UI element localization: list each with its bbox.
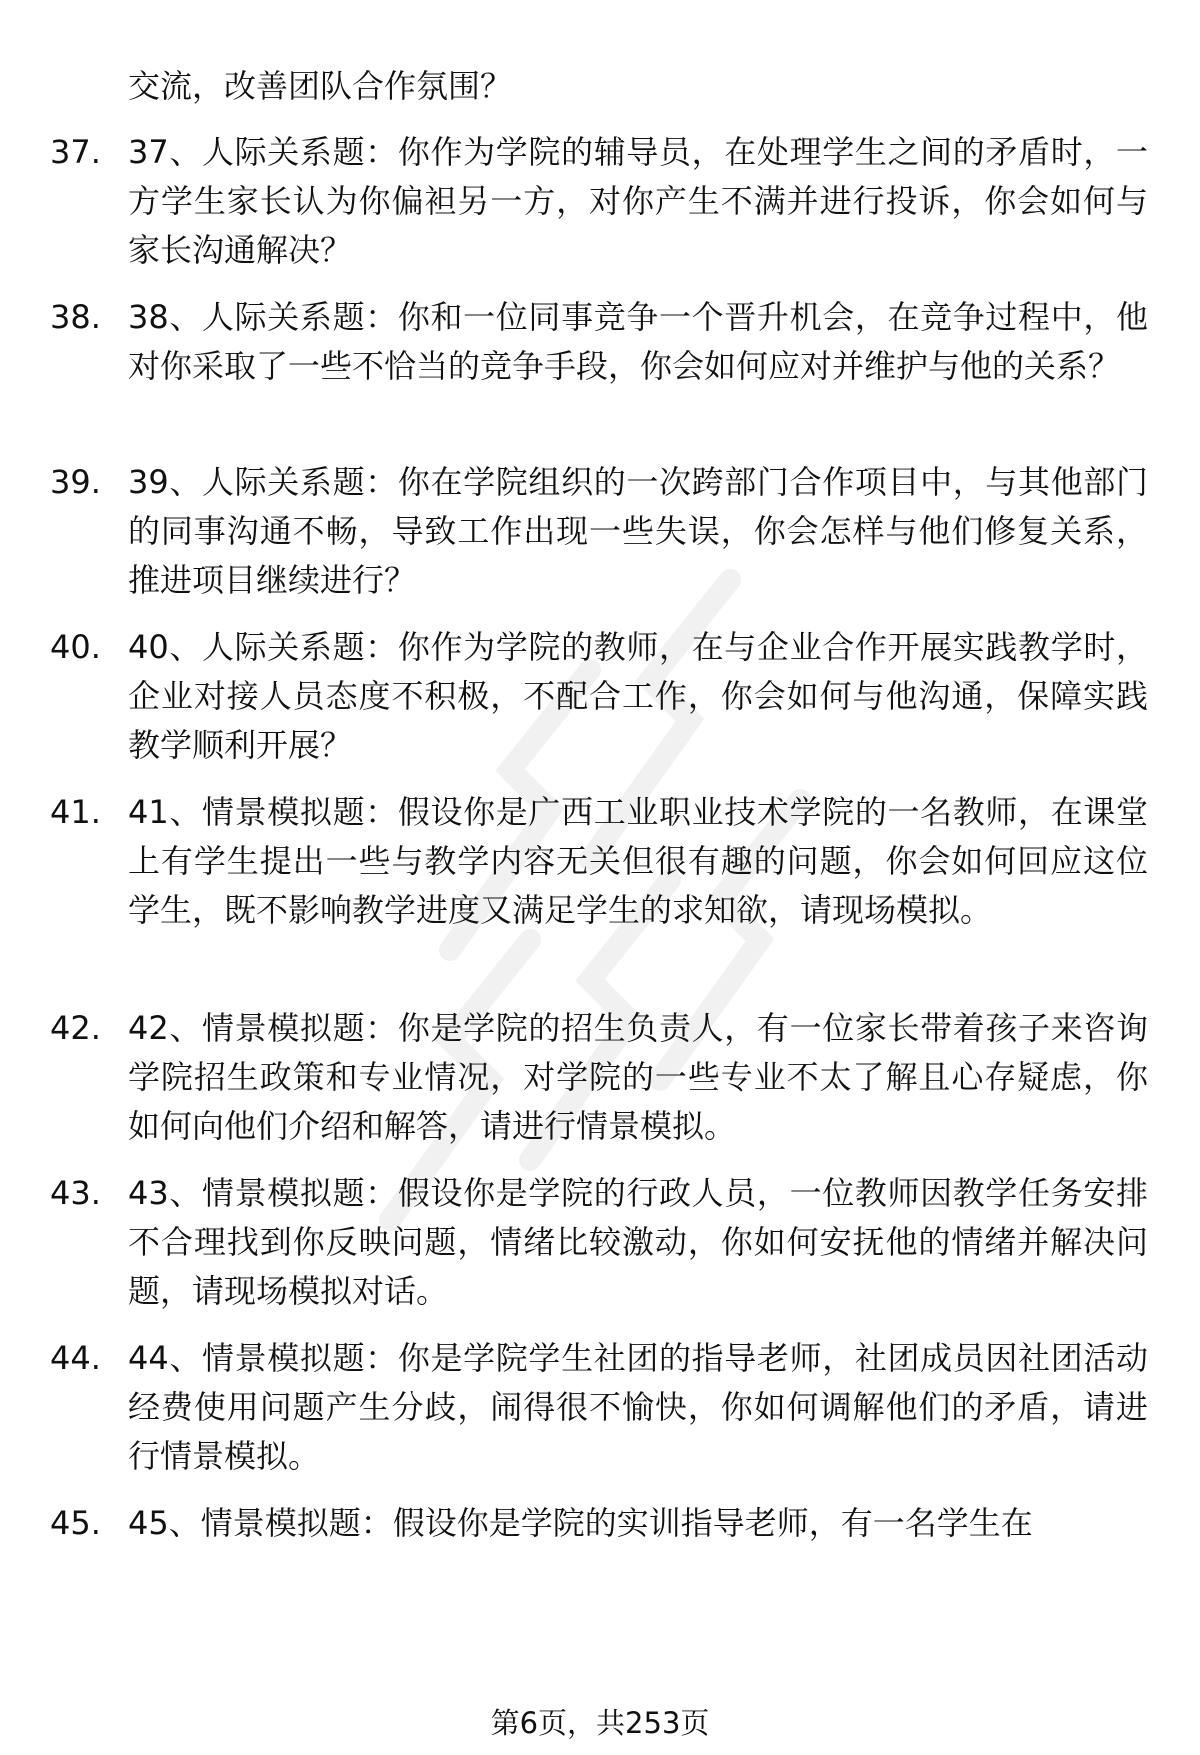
item-number: 44. [50, 1339, 101, 1377]
page-footer: 第6页，共253页 [490, 1706, 710, 1740]
item-number: 43. [50, 1174, 101, 1212]
item-text: 40、人际关系题：你作为学院的教师，在与企业合作开展实践教学时，企业对接人员态度不积极，不配合工作，你会如何与他沟通，保障实践教学顺利开展？ [128, 628, 1148, 764]
item-text: 39、人际关系题：你在学院组织的一次跨部门合作项目中，与其他部门的同事沟通不畅，导致工作出现一些失误，你会怎样与他们修复关系，推进项目继续进行？ [128, 463, 1148, 599]
item-number: 45. [50, 1504, 101, 1542]
item-text: 45、情景模拟题：假设你是学院的实训指导老师，有一名学生在 [128, 1504, 1033, 1542]
item-text: 38、人际关系题：你和一位同事竞争一个晋升机会，在竞争过程中，他对你采取了一些不恰当的竞争手段，你会如何应对并维护与他的关系？ [128, 298, 1148, 385]
item-text: 37、人际关系题：你作为学院的辅导员，在处理学生之间的矛盾时，一方学生家长认为你偏袒另一方，对你产生不满并进行投诉，你会如何与家长沟通解决？ [128, 133, 1148, 269]
item-number: 42. [50, 1009, 101, 1047]
continued-text: 交流，改善团队合作氛围？ [128, 67, 513, 105]
item-text: 44、情景模拟题：你是学院学生社团的指导老师，社团成员因社团活动经费使用问题产生分歧，闹得很不愉快，你如何调解他们的矛盾，请进行情景模拟。 [128, 1339, 1148, 1475]
item-text: 43、情景模拟题：假设你是学院的行政人员，一位教师因教学任务安排不合理找到你反映问题，情绪比较激动，你如何安抚他的情绪并解决问题，请现场模拟对话。 [128, 1174, 1148, 1310]
item-number: 38. [50, 298, 101, 336]
item-number: 37. [50, 133, 101, 171]
item-number: 39. [50, 463, 101, 501]
item-number: 40. [50, 628, 101, 666]
item-number: 41. [50, 793, 101, 831]
item-text: 42、情景模拟题：你是学院的招生负责人，有一位家长带着孩子来咨询学院招生政策和专业情况，对学院的一些专业不太了解且心存疑虑，你如何向他们介绍和解答，请进行情景模拟。 [128, 1009, 1148, 1145]
item-text: 41、情景模拟题：假设你是广西工业职业技术学院的一名教师，在课堂上有学生提出一些与教学内容无关但很有趣的问题，你会如何回应这位学生，既不影响教学进度又满足学生的求知欲，请现场模拟。 [128, 793, 1148, 929]
